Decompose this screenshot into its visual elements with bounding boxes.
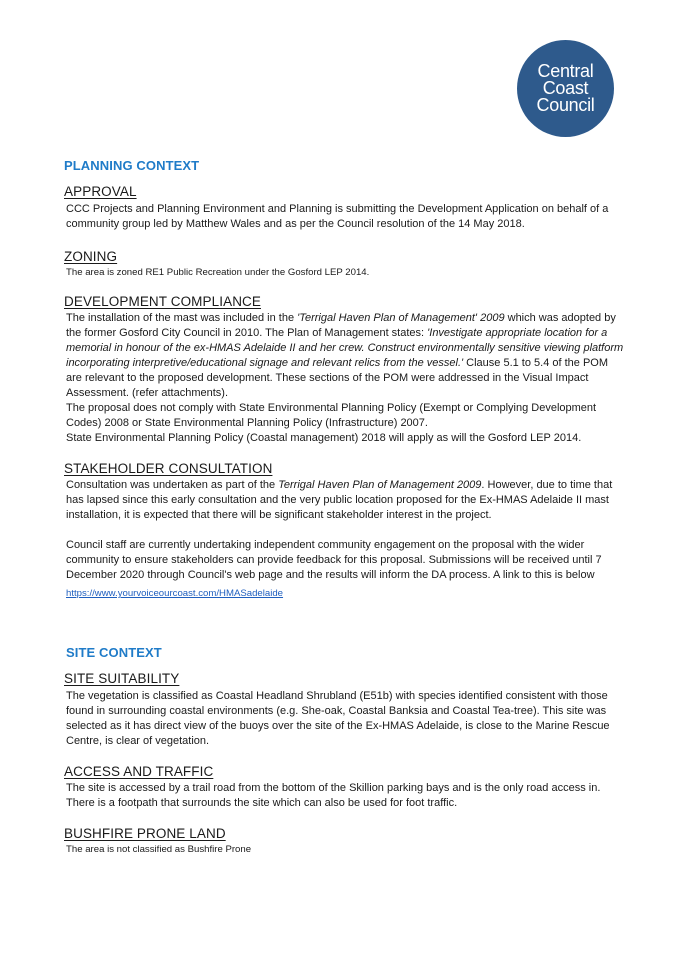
dc-text-3: Clause 5.1 to 5.4 of the POM are relevant to the proposed development. These sections of the POM were addressed in the Visual Impact Assessment. (refer attachments). [66, 357, 609, 399]
stakeholder-paragraph-1 [66, 478, 626, 523]
development-compliance-body [66, 311, 626, 446]
site-suitability-text: The vegetation is classified as Coastal Headland Shrubland (E51b) with species identified consistent with those found in surrounding coastal environments (e.g. She-oak, Coastal Banksia and Coastal Tea-tree). This site was selected as it has direct view of the buoys over the site of the Ex-HMAS Adelaide, is close to the Marine Rescue Centre, is clear of vegetation. [66, 690, 610, 747]
zoning-heading: ZONING [64, 249, 118, 264]
sc-text-1: Consultation was undertaken as part of the [66, 479, 279, 491]
access-traffic-heading: ACCESS AND TRAFFIC [64, 764, 214, 779]
development-compliance-paragraph-1 [66, 311, 626, 401]
bushfire-text: The area is not classified as Bushfire Prone [66, 844, 252, 855]
logo-line-central: Central [537, 61, 594, 81]
central-coast-council-logo [517, 40, 614, 137]
stakeholder-consultation-body [66, 478, 626, 601]
stakeholder-consultation-heading: STAKEHOLDER CONSULTATION [64, 461, 273, 476]
development-compliance-paragraph-3: State Environmental Planning Policy (Coastal management) 2018 will apply as will the Gosford LEP 2014. [66, 432, 582, 444]
site-suitability-heading: SITE SUITABILITY [64, 671, 180, 686]
dc-pom-quote: 'Investigate appropriate location for a memorial in honour of the ex-HMAS Adelaide II and her crew. Construct environmentally sensitive viewing platform incorporating interpretive/educational signage and relevant relics from the vessel.' [66, 327, 624, 369]
dc-text-2: which was adopted by the former Gosford City Council in 2010. The Plan of Management states: [66, 312, 616, 339]
sc-pom-title: Terrigal Haven Plan of Management 2009 [278, 479, 482, 491]
development-compliance-heading: DEVELOPMENT COMPLIANCE [64, 294, 261, 309]
zoning-text: The area is zoned RE1 Public Recreation under the Gosford LEP 2014. [66, 267, 370, 278]
dc-text-1: The installation of the mast was included in the [66, 312, 298, 324]
site-context-title: SITE CONTEXT [66, 645, 162, 660]
sc-text-2: . However, due to time that has lapsed since this early consultation and the very public location proposed for the Ex-HMAS Adelaide II mast installation, it is expected that there will be significant stakeholder interest in the project. [66, 479, 613, 521]
stakeholder-paragraph-2: Council staff are currently undertaking independent community engagement on the proposal with the wider community to ensure stakeholders can provide feedback for this proposal. Submissions will be received until 7 December 2020 through Council's web page and the results will inform the DA process. A link to this is below [66, 539, 602, 581]
access-traffic-text: The site is accessed by a trail road from the bottom of the Skillion parking bays and is the only road access in. There is a footpath that surrounds the site which can also be used for foot traffic. [66, 782, 601, 809]
dc-pom-title: 'Terrigal Haven Plan of Management' 2009 [297, 312, 505, 324]
your-voice-our-coast-link[interactable]: https://www.yourvoiceourcoast.com/HMASadelaide [66, 588, 284, 599]
approval-text: CCC Projects and Planning Environment and Planning is submitting the Development Application on behalf of a community group led by Matthew Wales and as per the Council resolution of the 14 May 2018. [66, 203, 609, 230]
development-compliance-paragraph-2: The proposal does not comply with State Environmental Planning Policy (Exempt or Complying Development Codes) 2008 or State Environmental Planning Policy (Infrastructure) 2007. [66, 402, 597, 429]
approval-heading: APPROVAL [64, 184, 137, 199]
planning-context-title: PLANNING CONTEXT [64, 158, 200, 173]
logo-line-council: Council [536, 95, 595, 115]
bushfire-heading: BUSHFIRE PRONE LAND [64, 826, 226, 841]
logo-line-coast: Coast [542, 78, 589, 98]
